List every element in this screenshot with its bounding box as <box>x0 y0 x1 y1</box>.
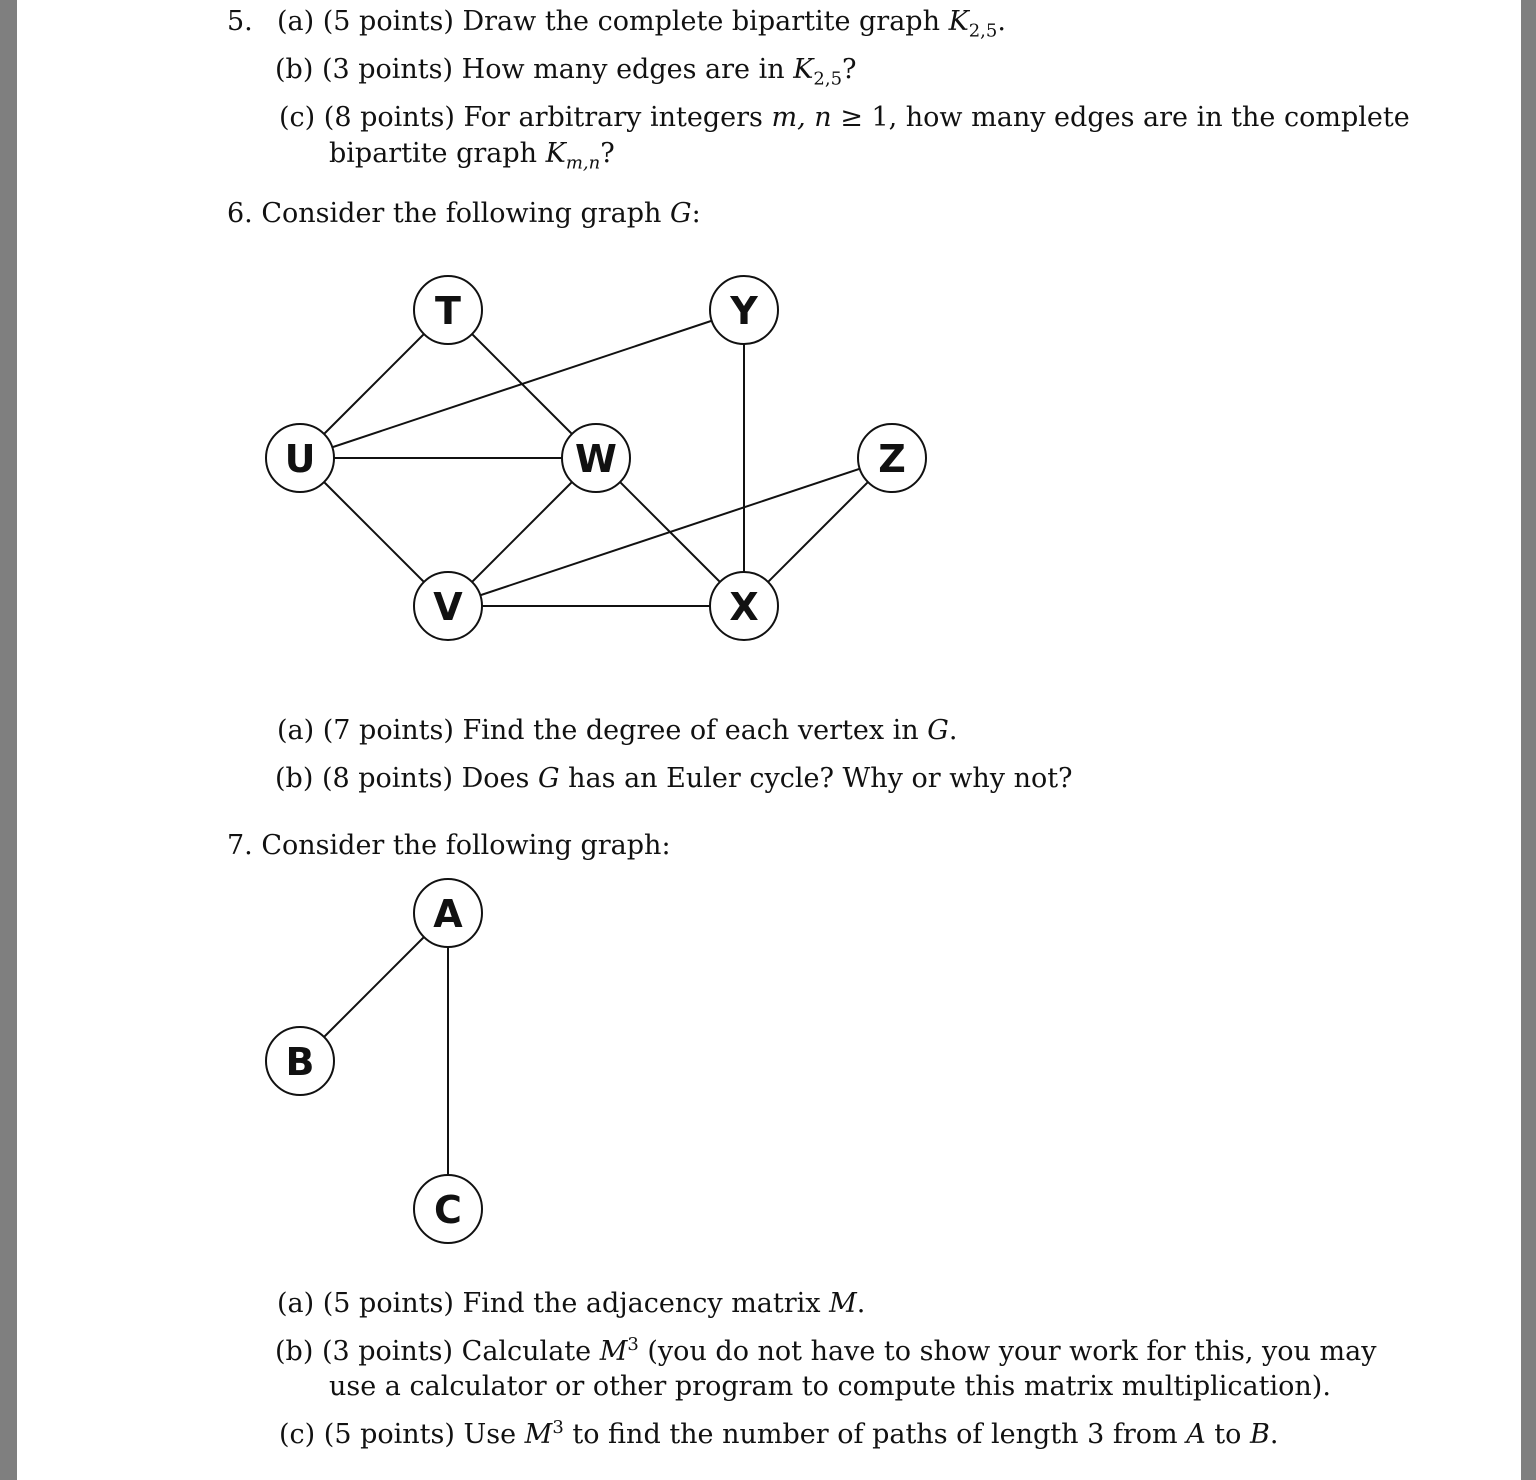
graph-node-x <box>710 572 778 640</box>
node-label: Z <box>878 437 906 481</box>
graph-node-b <box>266 1027 334 1095</box>
edge-z-v <box>448 458 892 606</box>
problem-7-number: 7. <box>227 830 253 861</box>
part-text-end: ≥ 1, how many edges are in the complete <box>831 102 1410 133</box>
part-points: (8 points) <box>321 763 454 794</box>
graph-node-y <box>710 276 778 344</box>
part-text-end: ? <box>600 138 615 169</box>
part-points: (5 points) <box>323 1419 455 1450</box>
part-label: (b) <box>275 1336 314 1367</box>
part-text-end: . <box>948 715 958 746</box>
part-points: (3 points) <box>321 1336 454 1367</box>
part-points: (5 points) <box>322 6 454 37</box>
part-text-mid2: to <box>1205 1419 1250 1450</box>
math-sub: 2,5 <box>968 20 998 42</box>
problem-7-intro <box>227 829 671 863</box>
node-label: C <box>434 1188 462 1232</box>
math-g: G <box>927 715 949 746</box>
graph-node-t <box>414 276 482 344</box>
problem-7b-line1 <box>275 1335 1376 1369</box>
part-text: How many edges are in <box>461 54 794 85</box>
math-g: G <box>670 198 692 229</box>
node-label: B <box>285 1040 315 1084</box>
math-a: A <box>1186 1419 1206 1450</box>
math-k: K <box>545 138 566 169</box>
graph-node-v <box>414 572 482 640</box>
node-label: U <box>284 437 316 481</box>
document-page <box>17 0 1521 1480</box>
node-label: Y <box>730 289 758 333</box>
math-k: K <box>793 54 814 85</box>
part-text: Find the adjacency matrix <box>462 1288 830 1319</box>
part-label: (b) <box>275 54 314 85</box>
problem-6-number: 6. <box>227 198 253 229</box>
part-points: (7 points) <box>322 715 454 746</box>
problem-5-number: 5. <box>227 6 253 37</box>
intro-text: Consider the following graph <box>261 198 671 229</box>
part-text-mid: to find the number of paths of length 3 from <box>563 1419 1187 1450</box>
part-text: Use <box>463 1419 525 1450</box>
node-label: W <box>575 437 617 481</box>
math-k: K <box>948 6 969 37</box>
node-label: T <box>435 289 461 333</box>
part-label: (c) <box>279 1419 316 1450</box>
intro-end: : <box>691 198 701 229</box>
part-label: (a) <box>277 715 315 746</box>
graph-node-c <box>414 1175 482 1243</box>
part-text: Does <box>461 763 538 794</box>
math-m: M <box>599 1336 628 1367</box>
node-label: A <box>433 892 463 936</box>
part-label: (b) <box>275 763 314 794</box>
problem-7a <box>277 1287 865 1321</box>
graph-node-u <box>266 424 334 492</box>
part-label: (a) <box>277 1288 315 1319</box>
graph-node-z <box>858 424 926 492</box>
math-sub: m,n <box>565 152 601 174</box>
problem-6b <box>275 762 1073 796</box>
graph-node-w <box>562 424 630 492</box>
node-label: X <box>729 585 759 629</box>
part-points: (8 points) <box>323 102 455 133</box>
part-points: (5 points) <box>322 1288 454 1319</box>
part-text-end: . <box>856 1288 866 1319</box>
math-m: M <box>524 1419 553 1450</box>
part-label: (c) <box>279 102 316 133</box>
edge-u-y <box>300 310 744 458</box>
part-label: (a) <box>277 6 315 37</box>
part-points: (3 points) <box>321 54 454 85</box>
math-m: M <box>829 1288 857 1319</box>
math-sup: 3 <box>552 1417 564 1438</box>
graph-node-a <box>414 879 482 947</box>
intro-text: Consider the following graph: <box>261 830 671 861</box>
problem-6a <box>277 714 957 748</box>
part-text-end: . <box>997 6 1006 37</box>
part-text: Draw the complete bipartite graph <box>462 6 949 37</box>
problem-7b-line2: use a calculator or other program to compute this matrix multiplication). <box>329 1371 1331 1402</box>
part-text-end: (you do not have to show your work for this, you may <box>638 1336 1377 1367</box>
part-text: Calculate <box>461 1336 600 1367</box>
math-mn: m, n <box>771 102 832 133</box>
part-text-end: ? <box>842 54 857 85</box>
part-text-end: . <box>1269 1419 1279 1450</box>
math-sup: 3 <box>627 1334 639 1355</box>
part-text: For arbitrary integers <box>463 102 772 133</box>
math-b: B <box>1249 1419 1270 1450</box>
math-g: G <box>537 763 560 794</box>
part-text-end: has an Euler cycle? Why or why not? <box>559 763 1073 794</box>
math-sub: 2,5 <box>813 68 843 90</box>
part-text: bipartite graph <box>329 138 546 169</box>
problem-7c <box>279 1418 1278 1452</box>
node-label: V <box>433 585 463 629</box>
part-text: Find the degree of each vertex in <box>462 715 928 746</box>
